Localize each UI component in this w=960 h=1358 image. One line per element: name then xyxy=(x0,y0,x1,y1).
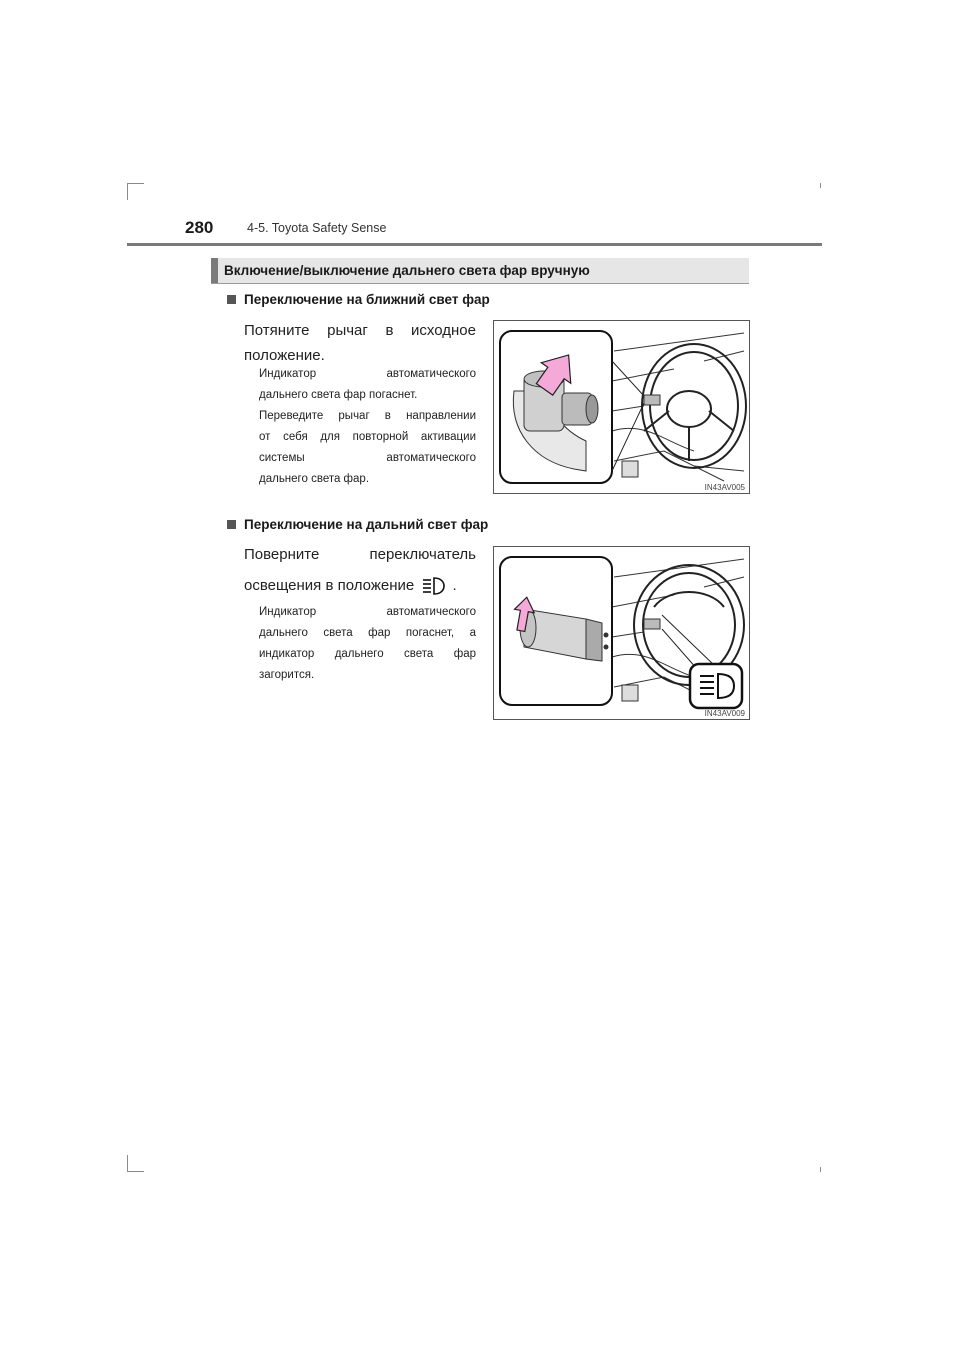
crop-mark-top-right xyxy=(820,183,821,188)
crop-mark-top-left-v xyxy=(127,183,128,200)
note-line: Переведите рычаг в направлении xyxy=(259,410,476,422)
note-line: от себя для повторной активации xyxy=(259,431,476,443)
instruction-line: положение. xyxy=(244,347,325,364)
figure-low-beam xyxy=(493,320,750,494)
instruction-suffix: . xyxy=(452,577,457,594)
note-low-beam-2 xyxy=(259,406,476,490)
crop-mark-bottom-left-v xyxy=(127,1155,128,1172)
figure-code: IN43AV009 xyxy=(704,709,745,718)
section-heading-bar xyxy=(211,258,749,284)
header-rule xyxy=(127,243,822,246)
note-high-beam-1 xyxy=(259,602,476,686)
note-line: загорится. xyxy=(259,669,315,681)
crop-mark-bottom-left-h xyxy=(127,1171,144,1172)
note-line: дальнего света фар погаснет, а xyxy=(259,627,476,639)
note-low-beam-1 xyxy=(259,364,476,406)
crop-mark-bottom-right xyxy=(820,1167,821,1172)
note-line: системы автоматического xyxy=(259,452,476,464)
note-line: Индикатор автоматического xyxy=(259,606,476,618)
figure-high-beam xyxy=(493,546,750,720)
high-beam-headlight-icon xyxy=(420,575,446,597)
note-line: дальнего света фар погаснет. xyxy=(259,389,418,401)
instruction-line-with-icon xyxy=(244,573,476,598)
instruction-line: Поверните переключатель xyxy=(244,546,476,563)
section-heading: Включение/выключение дальнего света фар вручную xyxy=(224,263,590,278)
subheading-low-beam-text: Переключение на ближний свет фар xyxy=(244,292,490,307)
section-label: 4-5. Toyota Safety Sense xyxy=(247,221,387,235)
instruction-line: Потяните рычаг в исходное xyxy=(244,322,476,339)
figure-code: IN43AV005 xyxy=(704,483,745,492)
instruction-high-beam xyxy=(244,542,476,598)
square-bullet-icon xyxy=(227,520,236,529)
instruction-line: освещения в положение xyxy=(244,577,415,594)
square-bullet-icon xyxy=(227,295,236,304)
subheading-high-beam-text: Переключение на дальний свет фар xyxy=(244,517,489,532)
figure-low-beam-illustration xyxy=(494,321,749,493)
subheading-low-beam xyxy=(227,292,490,307)
instruction-low-beam xyxy=(244,318,476,368)
subheading-high-beam xyxy=(227,517,488,532)
figure-high-beam-illustration xyxy=(494,547,749,719)
heading-accent xyxy=(211,258,218,283)
crop-mark-top-left-h xyxy=(127,183,144,184)
note-line: индикатор дальнего света фар xyxy=(259,648,476,660)
note-line: дальнего света фар. xyxy=(259,473,370,485)
note-line: Индикатор автоматического xyxy=(259,368,476,380)
page-number: 280 xyxy=(185,218,214,237)
